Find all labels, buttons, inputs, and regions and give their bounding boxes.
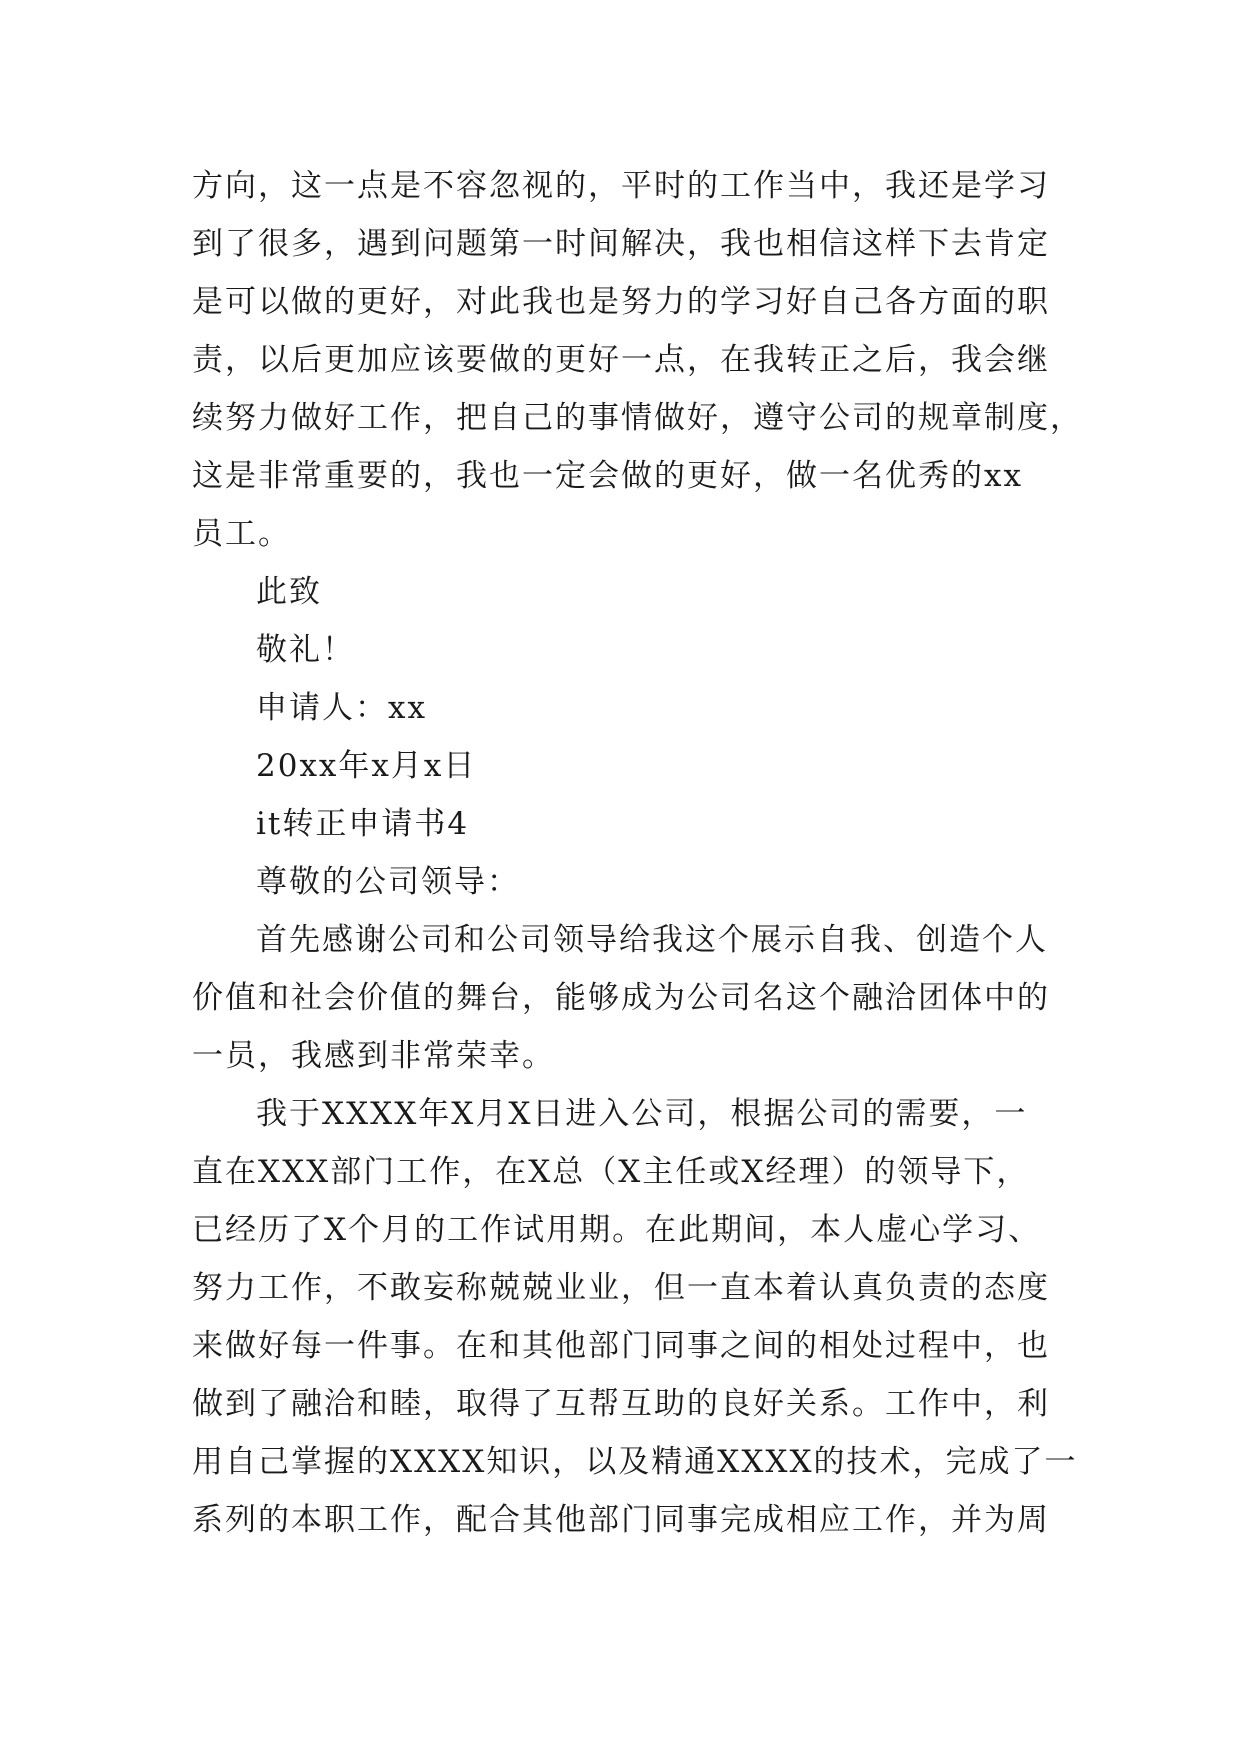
text-line: 一员，我感到非常荣幸。 bbox=[192, 1038, 555, 1074]
greeting-line: 尊敬的公司领导： bbox=[256, 864, 520, 900]
text-line: 已经历了X个月的工作试用期。在此期间，本人虚心学习、 bbox=[192, 1212, 1042, 1248]
text-line: 这是非常重要的，我也一定会做的更好，做一名优秀的xx bbox=[192, 458, 1023, 494]
section-title: it转正申请书4 bbox=[256, 806, 470, 842]
text-line: 价值和社会价值的舞台，能够成为公司名这个融洽团体中的 bbox=[192, 980, 1050, 1016]
text-line: 到了很多，遇到问题第一时间解决，我也相信这样下去肯定 bbox=[192, 226, 1050, 262]
text-line: 员工。 bbox=[192, 516, 291, 552]
text-line: 用自己掌握的XXXX知识，以及精通XXXX的技术，完成了一 bbox=[192, 1444, 1078, 1480]
closing-regards: 敬礼！ bbox=[256, 632, 355, 668]
text-line: 续努力做好工作，把自己的事情做好，遵守公司的规章制度， bbox=[192, 400, 1083, 436]
text-line: 来做好每一件事。在和其他部门同事之间的相处过程中，也 bbox=[192, 1328, 1050, 1364]
text-line: 做到了融洽和睦，取得了互帮互助的良好关系。工作中，利 bbox=[192, 1386, 1050, 1422]
date-line: 20xx年x月x日 bbox=[256, 748, 477, 784]
text-line: 是可以做的更好，对此我也是努力的学习好自己各方面的职 bbox=[192, 284, 1050, 320]
text-line: 我于XXXX年X月X日进入公司，根据公司的需要，一 bbox=[256, 1096, 1028, 1132]
text-line: 首先感谢公司和公司领导给我这个展示自我、创造个人 bbox=[256, 922, 1048, 958]
text-line: 方向，这一点是不容忽视的，平时的工作当中，我还是学习 bbox=[192, 168, 1050, 204]
text-line: 责，以后更加应该要做的更好一点，在我转正之后，我会继 bbox=[192, 342, 1050, 378]
applicant-line: 申请人：xx bbox=[256, 690, 427, 726]
closing-salutation: 此致 bbox=[256, 574, 322, 610]
text-line: 直在XXX部门工作，在X总（X主任或X经理）的领导下， bbox=[192, 1154, 1030, 1190]
text-line: 系列的本职工作，配合其他部门同事完成相应工作，并为周 bbox=[192, 1502, 1050, 1538]
text-line: 努力工作，不敢妄称兢兢业业，但一直本着认真负责的态度 bbox=[192, 1270, 1050, 1306]
